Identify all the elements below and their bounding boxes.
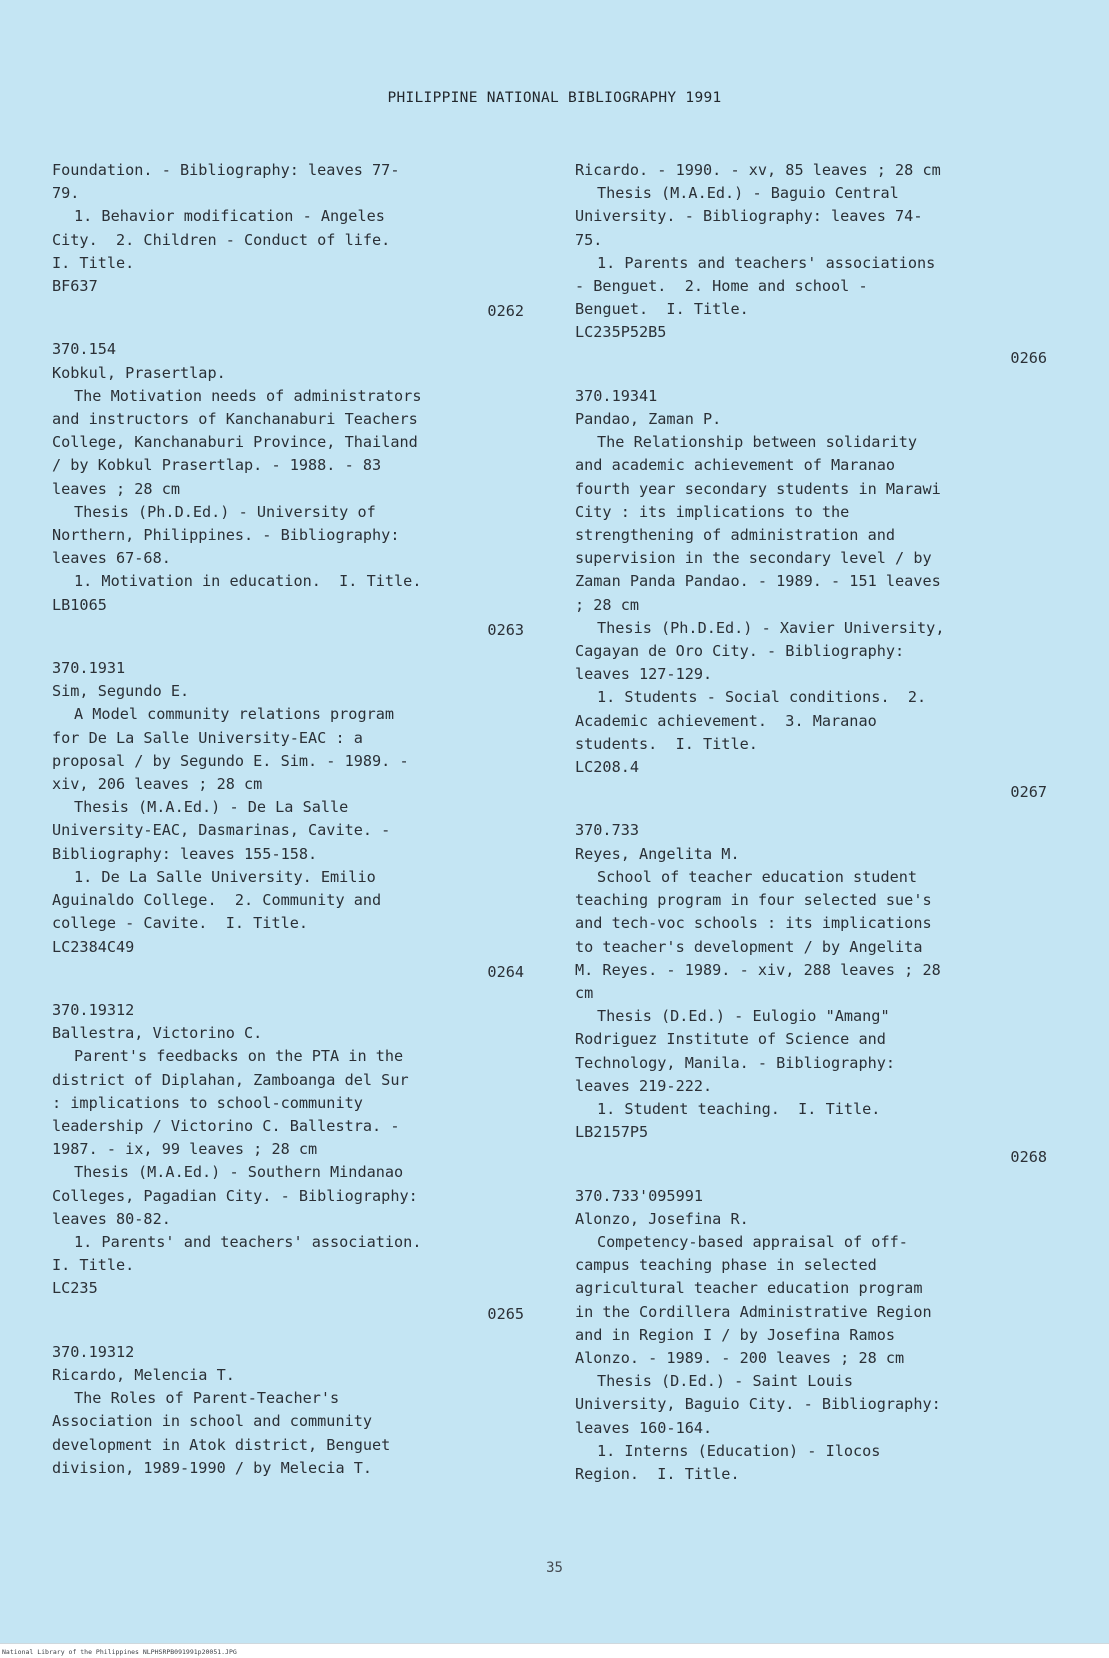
title-statement: / by Kobkul Prasertlap. - 1988. - 83	[52, 456, 382, 475]
call-number: LB2157P5	[575, 1123, 649, 1142]
thesis-note: Thesis (Ph.D.Ed.) - University of	[74, 502, 376, 521]
title-statement: agricultural teacher education program	[575, 1279, 923, 1298]
subject-tracing: 1. Parents' and teachers' association.	[74, 1232, 422, 1251]
subject-tracing: 1. Student teaching. I. Title.	[597, 1099, 881, 1118]
author-name: Reyes, Angelita M.	[575, 844, 740, 863]
title-statement: The Roles of Parent-Teacher's	[74, 1389, 340, 1408]
thesis-note: Northern, Philippines. - Bibliography:	[52, 526, 400, 545]
footer-strip	[0, 1643, 1109, 1658]
catalog-entry	[575, 819, 1053, 1169]
class-number: 370.1931	[52, 659, 126, 678]
thesis-note: Colleges, Pagadian City. - Bibliography:	[52, 1186, 418, 1205]
title-statement: The Motivation needs of administrators	[74, 386, 422, 405]
thesis-note: leaves 67-68.	[52, 549, 171, 568]
subject-tracing: 1. Motivation in education. I. Title.	[74, 572, 422, 591]
author-name: Ricardo, Melencia T.	[52, 1365, 235, 1384]
subject-tracing: 1. Interns (Education) - Ilocos	[597, 1441, 881, 1460]
title-statement: The Relationship between solidarity	[597, 433, 918, 452]
subject-tracing: 1. De La Salle University. Emilio	[74, 867, 376, 886]
left-column	[52, 159, 530, 1495]
title-statement: A Model community relations program	[74, 705, 395, 724]
subject-tracing: 1. Behavior modification - Angeles	[74, 207, 385, 226]
title-statement: proposal / by Segundo E. Sim. - 1989. -	[52, 751, 409, 770]
entry-number: 0267	[1010, 783, 1047, 802]
title-statement: 1987. - ix, 99 leaves ; 28 cm	[52, 1140, 318, 1159]
title-statement: in the Cordillera Administrative Region	[575, 1302, 932, 1321]
title-statement: and tech-voc schools : its implications	[575, 914, 932, 933]
entry-continuation: 79.	[52, 184, 80, 203]
thesis-note: leaves 127-129.	[575, 665, 713, 684]
entry-number: 0263	[487, 620, 524, 639]
thesis-note: University. - Bibliography: leaves 74-	[575, 207, 923, 226]
subject-tracing: 1. Parents and teachers' associations	[597, 253, 936, 272]
title-statement: to teacher's development / by Angelita	[575, 937, 923, 956]
catalog-entry	[52, 1341, 530, 1480]
title-statement: College, Kanchanaburi Province, Thailand	[52, 433, 418, 452]
class-number: 370.733	[575, 821, 640, 840]
subject-tracing: I. Title.	[52, 253, 135, 272]
thesis-note: 75.	[575, 230, 603, 249]
catalog-entry	[52, 338, 530, 642]
thesis-note: Thesis (Ph.D.Ed.) - Xavier University,	[597, 618, 945, 637]
class-number: 370.19312	[52, 1000, 135, 1019]
entry-number: 0268	[1010, 1148, 1047, 1167]
catalog-entry	[52, 657, 530, 984]
thesis-note: University, Baguio City. - Bibliography:	[575, 1395, 941, 1414]
page-number: 35	[546, 1560, 563, 1576]
title-statement: School of teacher education student	[597, 867, 918, 886]
page-header: PHILIPPINE NATIONAL BIBLIOGRAPHY 1991	[387, 90, 722, 106]
title-statement: : implications to school-community	[52, 1093, 363, 1112]
subject-tracing: - Benguet. 2. Home and school -	[575, 277, 868, 296]
subject-tracing: City. 2. Children - Conduct of life.	[52, 230, 391, 249]
subject-tracing: Aguinaldo College. 2. Community and	[52, 891, 382, 910]
catalog-entry	[52, 159, 530, 323]
thesis-note: University-EAC, Dasmarinas, Cavite. -	[52, 821, 391, 840]
title-statement: leaves ; 28 cm	[52, 479, 181, 498]
entry-number: 0265	[487, 1304, 524, 1323]
entry-number: 0262	[487, 302, 524, 321]
call-number: LC2384C49	[52, 937, 135, 956]
catalog-entry	[575, 1185, 1053, 1487]
entry-number: 0264	[487, 962, 524, 981]
title-statement: district of Diplahan, Zamboanga del Sur	[52, 1070, 409, 1089]
title-statement: supervision in the secondary level / by	[575, 549, 932, 568]
class-number: 370.733'095991	[575, 1186, 704, 1205]
title-statement: strengthening of administration and	[575, 526, 896, 545]
entry-continuation: Ricardo. - 1990. - xv, 85 leaves ; 28 cm	[575, 161, 941, 179]
subject-tracing: college - Cavite. I. Title.	[52, 914, 309, 933]
title-statement: Zaman Panda Pandao. - 1989. - 151 leaves	[575, 572, 941, 591]
class-number: 370.154	[52, 340, 117, 359]
title-statement: for De La Salle University-EAC : a	[52, 728, 363, 747]
subject-tracing: Region. I. Title.	[575, 1464, 740, 1483]
title-statement: and academic achievement of Maranao	[575, 456, 896, 475]
title-statement: Alonzo. - 1989. - 200 leaves ; 28 cm	[575, 1348, 905, 1367]
title-statement: teaching program in four selected sue's	[575, 891, 932, 910]
title-statement: Competency-based appraisal of off-	[597, 1232, 908, 1251]
author-name: Kobkul, Prasertlap.	[52, 363, 226, 382]
subject-tracing: 1. Students - Social conditions. 2.	[597, 688, 927, 707]
catalog-entry	[575, 159, 1053, 370]
title-statement: Association in school and community	[52, 1412, 373, 1431]
entry-number: 0266	[1010, 348, 1047, 367]
catalog-entry	[52, 999, 530, 1326]
title-statement: ; 28 cm	[575, 595, 640, 614]
call-number: LC208.4	[575, 758, 640, 777]
subject-tracing: Benguet. I. Title.	[575, 300, 749, 319]
call-number: LC235	[52, 1279, 98, 1298]
title-statement: fourth year secondary students in Marawi	[575, 479, 941, 498]
title-statement: M. Reyes. - 1989. - xiv, 288 leaves ; 28	[575, 960, 941, 979]
entry-continuation: Foundation. - Bibliography: leaves 77-	[52, 161, 400, 179]
thesis-note: leaves 219-222.	[575, 1076, 713, 1095]
title-statement: xiv, 206 leaves ; 28 cm	[52, 775, 263, 794]
title-statement: Parent's feedbacks on the PTA in the	[74, 1047, 404, 1066]
title-statement: division, 1989-1990 / by Melecia T.	[52, 1458, 373, 1477]
thesis-note: Thesis (M.A.Ed.) - De La Salle	[74, 798, 349, 817]
thesis-note: Thesis (M.A.Ed.) - Southern Mindanao	[74, 1163, 404, 1182]
title-statement: leadership / Victorino C. Ballestra. -	[52, 1116, 400, 1135]
footer-text: National Library of the Philippines NLPHSRPB091991p20051.JPG	[2, 1648, 237, 1656]
thesis-note: Technology, Manila. - Bibliography:	[575, 1053, 896, 1072]
thesis-note: Thesis (M.A.Ed.) - Baguio Central	[597, 184, 899, 203]
class-number: 370.19312	[52, 1342, 135, 1361]
catalog-entry	[575, 385, 1053, 805]
title-statement: and in Region I / by Josefina Ramos	[575, 1325, 896, 1344]
title-statement: and instructors of Kanchanaburi Teachers	[52, 410, 418, 429]
author-name: Pandao, Zaman P.	[575, 410, 722, 429]
thesis-note: Thesis (D.Ed.) - Saint Louis	[597, 1372, 854, 1391]
title-statement: campus teaching phase in selected	[575, 1256, 877, 1275]
title-statement: cm	[575, 983, 594, 1002]
thesis-note: leaves 160-164.	[575, 1418, 713, 1437]
subject-tracing: Academic achievement. 3. Maranao	[575, 711, 877, 730]
right-column	[575, 159, 1053, 1501]
subject-tracing: students. I. Title.	[575, 734, 758, 753]
thesis-note: leaves 80-82.	[52, 1209, 171, 1228]
thesis-note: Bibliography: leaves 155-158.	[52, 844, 318, 863]
subject-tracing: I. Title.	[52, 1256, 135, 1275]
thesis-note: Cagayan de Oro City. - Bibliography:	[575, 642, 905, 661]
thesis-note: Rodriguez Institute of Science and	[575, 1030, 886, 1049]
thesis-note: Thesis (D.Ed.) - Eulogio "Amang"	[597, 1007, 890, 1026]
author-name: Sim, Segundo E.	[52, 682, 190, 701]
author-name: Alonzo, Josefina R.	[575, 1209, 749, 1228]
author-name: Ballestra, Victorino C.	[52, 1024, 263, 1043]
call-number: LC235P52B5	[575, 323, 667, 342]
title-statement: development in Atok district, Benguet	[52, 1435, 391, 1454]
call-number: LB1065	[52, 595, 107, 614]
class-number: 370.19341	[575, 386, 658, 405]
call-number: BF637	[52, 277, 98, 296]
title-statement: City : its implications to the	[575, 502, 850, 521]
